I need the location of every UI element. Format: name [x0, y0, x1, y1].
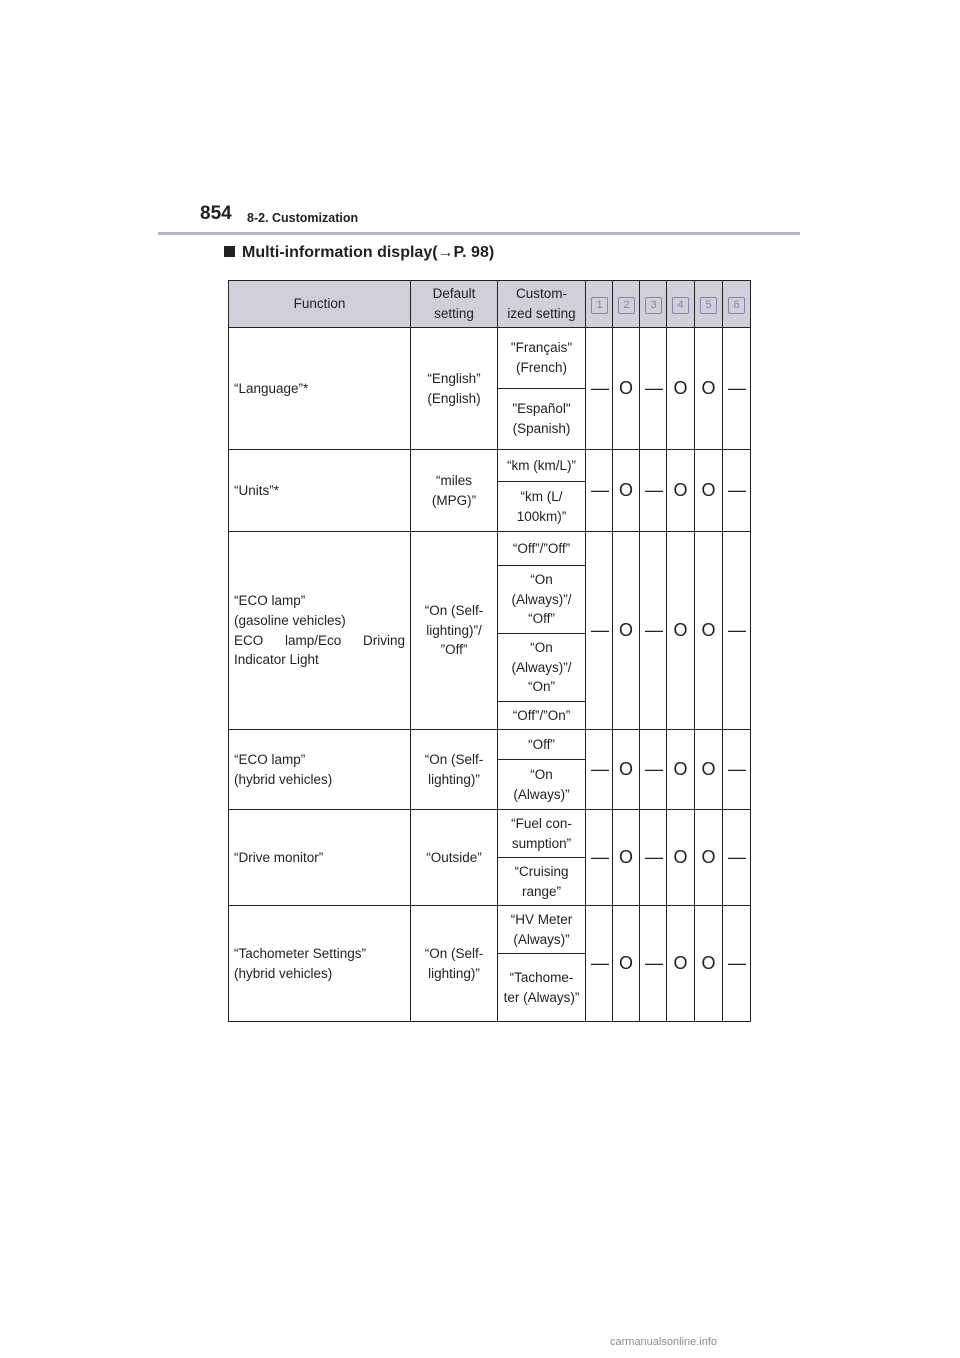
table-row: [229, 810, 751, 858]
default-cell: “On (Self- lighting)”: [411, 730, 498, 810]
mark-cell: —: [640, 730, 667, 810]
option-cell: “Off”/”Off”: [498, 532, 586, 566]
mark-cell: —: [586, 730, 613, 810]
mark-cell: O: [613, 450, 640, 532]
header-col-5: [695, 281, 723, 328]
mark-cell: —: [723, 810, 751, 906]
mark-cell: —: [723, 328, 751, 450]
mark-cell: O: [695, 450, 723, 532]
mark-cell: O: [695, 810, 723, 906]
default-cell: “miles (MPG)”: [411, 450, 498, 532]
mark-cell: O: [695, 532, 723, 730]
function-cell: [229, 730, 411, 810]
mark-cell: O: [613, 532, 640, 730]
mark-cell: —: [586, 810, 613, 906]
mark-cell: —: [723, 730, 751, 810]
option-cell: “Fuel con- sumption”: [498, 810, 586, 858]
mark-cell: —: [586, 328, 613, 450]
option-cell: “HV Meter (Always)”: [498, 906, 586, 954]
function-line: ECO lamp/Eco Driving: [234, 632, 405, 648]
section-heading: [224, 244, 494, 262]
col-number-1: 1: [591, 297, 608, 314]
col-number-5: 5: [700, 297, 717, 314]
section-title: 8-2. Customization: [247, 211, 359, 225]
option-cell: “On (Always)”: [498, 760, 586, 810]
col-number-6: 6: [728, 297, 745, 314]
header-default: Default setting: [411, 281, 498, 328]
mark-cell: —: [586, 532, 613, 730]
mark-cell: O: [667, 532, 695, 730]
option-cell: “On (Always)”/ “On”: [498, 634, 586, 702]
function-line: (hybrid vehicles): [234, 771, 333, 787]
mark-cell: —: [640, 450, 667, 532]
mark-cell: O: [695, 730, 723, 810]
page-number: 854: [200, 203, 232, 224]
mark-cell: —: [586, 450, 613, 532]
mark-cell: —: [586, 906, 613, 1022]
mark-cell: —: [640, 532, 667, 730]
function-cell: “Units”*: [229, 450, 411, 532]
col-number-3: 3: [645, 297, 662, 314]
header-col-2: [613, 281, 640, 328]
table-row: [229, 730, 751, 760]
option-cell: “On (Always)”/ “Off”: [498, 566, 586, 634]
option-cell: “Cruising range”: [498, 858, 586, 906]
settings-table: [228, 280, 751, 1022]
option-cell: “km (L/ 100km)”: [498, 482, 586, 532]
header-row: [229, 281, 751, 328]
mark-cell: O: [667, 906, 695, 1022]
mark-cell: —: [723, 450, 751, 532]
function-cell: [229, 906, 411, 1022]
mark-cell: —: [640, 906, 667, 1022]
option-cell: “Off”: [498, 730, 586, 760]
option-cell: “km (km/L)”: [498, 450, 586, 482]
mark-cell: O: [695, 906, 723, 1022]
table-row: [229, 532, 751, 566]
function-cell: “Language”*: [229, 328, 411, 450]
option-cell: “Tachome- ter (Always)”: [498, 954, 586, 1022]
mark-cell: O: [667, 450, 695, 532]
header-col-4: [667, 281, 695, 328]
function-line: “Tachometer Settings”: [234, 945, 367, 961]
function-cell: [229, 532, 411, 730]
mark-cell: —: [723, 906, 751, 1022]
header-rule: [158, 232, 800, 235]
function-line: Indicator Light: [234, 652, 319, 668]
option-cell: “Off”/”On”: [498, 702, 586, 730]
watermark: carmanualsonline.info: [610, 1336, 718, 1348]
function-cell: “Drive monitor”: [229, 810, 411, 906]
default-cell: “On (Self- lighting)”: [411, 906, 498, 1022]
header-col-6: [723, 281, 751, 328]
header-function: Function: [229, 281, 411, 328]
table-row: [229, 906, 751, 954]
header-col-1: [586, 281, 613, 328]
header-col-3: [640, 281, 667, 328]
mark-cell: O: [667, 730, 695, 810]
mark-cell: —: [640, 810, 667, 906]
function-line: (gasoline vehicles): [234, 612, 346, 628]
mark-cell: O: [613, 906, 640, 1022]
heading-text: Multi-information display(→P. 98): [242, 244, 495, 261]
default-cell: “English” (English): [411, 328, 498, 450]
mark-cell: O: [613, 328, 640, 450]
mark-cell: O: [613, 810, 640, 906]
col-number-2: 2: [618, 297, 635, 314]
option-cell: "Español" (Spanish): [498, 389, 586, 450]
mark-cell: —: [640, 328, 667, 450]
function-line: (hybrid vehicles): [234, 965, 333, 981]
option-cell: "Français" (French): [498, 328, 586, 389]
mark-cell: O: [667, 328, 695, 450]
function-line: “ECO lamp”: [234, 751, 306, 767]
col-number-4: 4: [672, 297, 689, 314]
square-bullet-icon: [224, 246, 235, 257]
mark-cell: O: [667, 810, 695, 906]
table-row: [229, 450, 751, 482]
default-cell: “Outside”: [411, 810, 498, 906]
table-row: [229, 328, 751, 389]
mark-cell: —: [723, 532, 751, 730]
function-line: “ECO lamp”: [234, 593, 306, 609]
default-cell: “On (Self- lighting)”/ ”Off”: [411, 532, 498, 730]
header-custom: Custom- ized setting: [498, 281, 586, 328]
mark-cell: O: [695, 328, 723, 450]
mark-cell: O: [613, 730, 640, 810]
